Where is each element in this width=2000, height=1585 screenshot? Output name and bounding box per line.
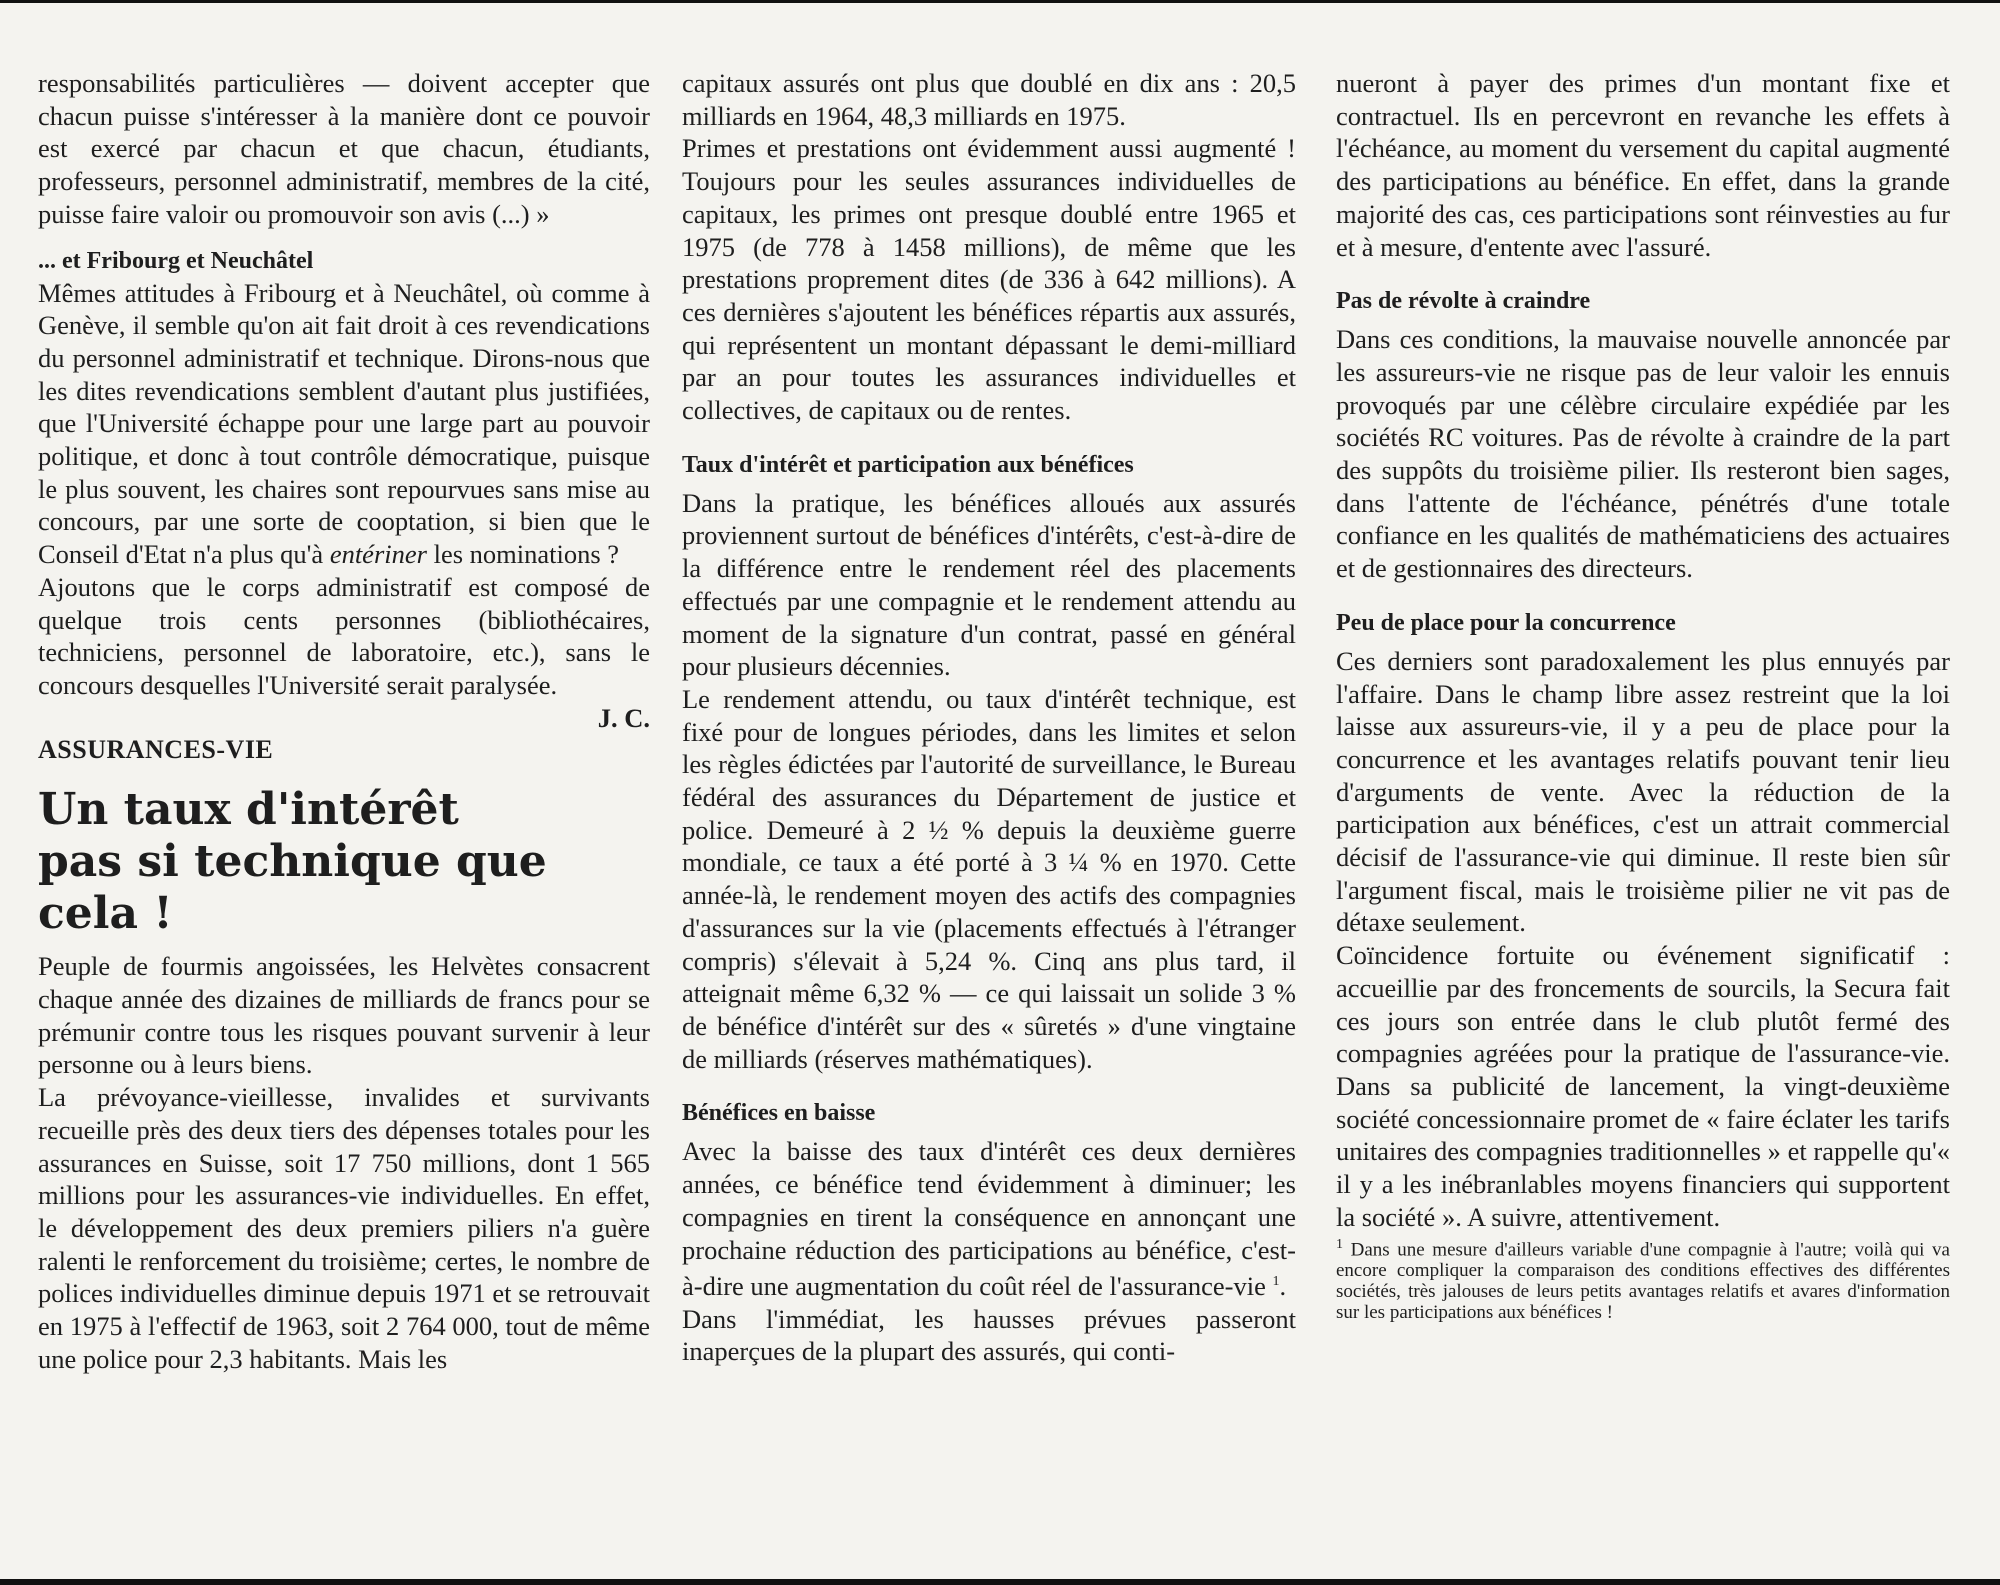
paragraph-peuple: Peuple de fourmis angoissées, les Helvètes consacrent chaque année des dizaines de milliards de francs pour se prémunir contre tous les risques pouvant survenir à leur personne ou à leurs biens.	[38, 951, 650, 1080]
paragraph-pratique: Dans la pratique, les bénéfices alloués aux assurés proviennent surtout de bénéfices d'intérêts, c'est-à-dire de la différence entre le rendement réel des placements effectués par une compagnie et le rendement attendu au moment de la signature d'un contrat, passé en général pour plusieurs décennies.	[682, 487, 1296, 682]
paragraph-capitaux: capitaux assurés ont plus que doublé en dix ans : 20,5 milliards en 1964, 48,3 milliards en 1975.	[682, 68, 1296, 131]
paragraph-intro: responsabilités particulières — doivent accepter que chacun puisse s'intéresser à la manière dont ce pouvoir est exercé par chacun et que chacun, étudiants, professeurs, personnel administratif, membres de la cité, puisse faire valoir ou promouvoir son avis (...) »	[38, 68, 650, 229]
paragraph-fribourg: Mêmes attitudes à Fribourg et à Neuchâtel, où comme à Genève, il semble qu'on ait fait droit à ces revendications du personnel administratif et technique. Dirons-nous que les dites revendications semblent d'autant plus justifiées, que l'Université échappe pour une large part au pouvoir politique, et donc à tout contrôle démocratique, puisque le plus souvent, les chaires sont repourvues sans mise au concours, par une sorte de cooptation, si bien que le Conseil d'Etat n'a plus qu'à entériner les nominations ?	[38, 277, 650, 570]
author-signature: J. C.	[597, 702, 650, 733]
subhead-baisse: Bénéfices en baisse	[682, 1100, 876, 1127]
paragraph-derniers: Ces derniers sont paradoxalement les plus ennuyés par l'affaire. Dans le champ libre assez restreint que la loi laisse aux assureurs-vie, il y a peu de place pour la concurrence et les avantages relatifs pouvant tenir lieu d'arguments de vente. Avec la réduction de la participation aux bénéfices, c'est un attrait commercial décisif de l'assurance-vie qui diminue. Il reste bien sûr l'argument fiscal, mais le troisième pilier ne vit pas de détaxe seulement.	[1336, 645, 1950, 938]
footnote-mark: 1	[1336, 1236, 1343, 1252]
paragraph-conditions: Dans ces conditions, la mauvaise nouvelle annoncée par les assureurs-vie ne risque pas de leur valoir les ennuis provoqués par une célèbre circulaire expédiée par les sociétés RC voitures. Pas de révolte à craindre de la part des suppôts du troisième pilier. Ils resteront bien sages, dans l'attente de l'échéance, pénétrés d'une totale confiance en les qualités de mathématiciens des actuaires et de gestionnaires des directeurs.	[1336, 324, 1950, 584]
headline-line-1: Un taux d'intérêt	[38, 784, 459, 836]
paragraph-ajoutons: Ajoutons que le corps administratif est composé de quelque trois cents personnes (bibliothécaires, techniciens, personnel de laboratoire, etc.), sans le concours desquelles l'Université serait paralysée.	[38, 571, 650, 700]
subhead-revolte: Pas de révolte à craindre	[1336, 288, 1591, 315]
subhead-concurrence: Peu de place pour la concurrence	[1336, 609, 1676, 636]
paragraph-coincidence: Coïncidence fortuite ou événement significatif : accueillie par des froncements de sourcils, la Secura fait ces jours son entrée dans le club plutôt fermé des compagnies agréées pour la pratique de l'assurance-vie. Dans sa publicité de lancement, la vingt-deuxième société concessionnaire promet de « faire éclater les tarifs unitaires des compagnies traditionnelles » et rappelle qu'« il y a les inébranlables moyens financiers qui supportent la société ». A suivre, attentivement.	[1336, 940, 1950, 1232]
headline-line-2: pas si technique que cela !	[38, 836, 547, 940]
paragraph-immediat: Dans l'immédiat, les hausses prévues passeront inaperçues de la plupart des assurés, qui conti-	[682, 1303, 1296, 1367]
footnote-reference: 1	[1272, 1274, 1280, 1290]
column-3	[1336, 67, 1950, 1323]
subhead-taux: Taux d'intérêt et participation aux bénéfices	[682, 451, 1134, 478]
column-2	[682, 67, 1296, 1368]
article-headline	[38, 784, 650, 940]
footnote: $^1$ Dans une mesure d'ailleurs variable d'une compagnie à l'autre; voilà qui va encore compliquer la comparaison des conditions effectives des différentes sociétés, très jalouses de leurs petits avantages relatifs et avares d'information sur les participations aux bénéfices !	[1336, 1236, 1950, 1323]
paragraph-baisse: Avec la baisse des taux d'intérêt ces deux dernières années, ce bénéfice tend évidemment à diminuer; les compagnies en tirent la conséquence en annonçant une prochaine réduction des participations au bénéfice, c'est-à-dire une augmentation du coût réel de l'assurance-vie $^1$.	[682, 1136, 1296, 1302]
section-rubric: ASSURANCES-VIE	[38, 735, 274, 765]
paragraph-rendement: Le rendement attendu, ou taux d'intérêt technique, est fixé pour de longues périodes, dans les limites et selon les règles édictées par l'autorité de surveillance, le Bureau fédéral des assurances du Département de justice et police. Demeuré à 2 ½ % depuis la deuxième guerre mondiale, ce taux a été porté à 3 ¼ % en 1970. Cette année-là, le rendement moyen des actifs des compagnies d'assurances sur la vie (placements effectués à l'étranger compris) s'élevait à 5,24 %. Cinq ans plus tard, il atteignait même 6,32 % — ce qui laissait un solide 3 % de bénéfice d'intérêt sur des « sûretés » d'une vingtaine de milliards (réserves mathématiques).	[682, 683, 1296, 1074]
subhead-fribourg: ... et Fribourg et Neuchâtel	[38, 247, 314, 274]
column-1	[38, 67, 650, 1376]
paragraph-prevoyance: La prévoyance-vieillesse, invalides et survivants recueille près des deux tiers des dépenses totales pour les assurances en Suisse, soit 17 750 millions, dont 1 565 millions pour les assurances-vie individuelles. En effet, le développement des deux premiers piliers n'a guère ralenti le renforcement du troisième; certes, le nombre de polices individuelles diminue depuis 1971 et se retrouvait en 1975 à l'effectif de 1963, soit 2 764 000, tout de même une police pour 2,3 habitants. Mais les	[38, 1082, 650, 1374]
paragraph-primes: Primes et prestations ont évidemment aussi augmenté ! Toujours pour les seules assurances individuelles de capitaux, les primes ont presque doublé entre 1965 et 1975 (de 778 à 1458 millions), de même que les prestations proprement dites (de 336 à 642 millions). A ces dernières s'ajoutent les bénéfices répartis aux assurés, qui représentent un montant dépassant le demi-milliard par an pour toutes les assurances individuelles et collectives, de capitaux ou de rentes.	[682, 133, 1296, 426]
paragraph-continueront: nueront à payer des primes d'un montant fixe et contractuel. Ils en percevront en revanche les effets à l'échéance, au moment du versement du capital augmenté des participations au bénéfice. En effet, dans la grande majorité des cas, ces participations sont réinvesties au fur et à mesure, d'entente avec l'assuré.	[1336, 68, 1950, 262]
